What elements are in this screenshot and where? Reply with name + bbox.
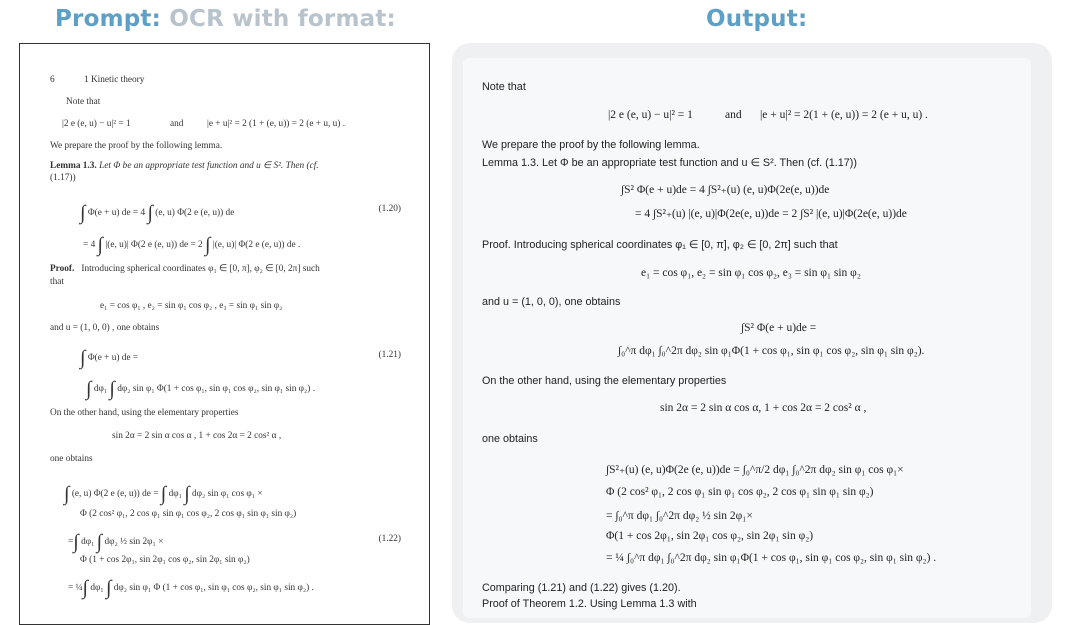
output-eq: e₁ = cos φ₁, e₂ = sin φ₁ cos φ₂, e₃ = sin φ₁ sin φ₂: [641, 267, 861, 279]
proof-text: Introducing spherical coordinates φ₁ ∈ [0, π], φ₂ ∈ [0, 2π] such: [81, 264, 320, 274]
integral-sign: ∫: [147, 202, 153, 224]
source-eq: [64, 483, 263, 505]
output-content[interactable]: [463, 58, 1031, 618]
integral-sign: ∫: [109, 378, 115, 400]
source-line: one obtains: [50, 454, 93, 464]
output-line: Proof. Introducing spherical coordinates φ₁ ∈ [0, π], φ₂ ∈ [0, 2π] such that: [482, 239, 838, 251]
output-line-cut: Proof of Theorem 1.2. Using Lemma 1.3 with: [482, 598, 697, 610]
integral-sign: ∫: [97, 234, 104, 256]
output-eq: ∫S² Φ(e + u)de = 4 ∫S²₊(u) (e, u)Φ(2e(e, u))de: [621, 184, 830, 196]
output-line: Comparing (1.21) and (1.22) gives (1.20).: [482, 582, 681, 594]
source-eq: [80, 347, 139, 369]
equation-number: (1.20): [378, 204, 401, 214]
eq-part: dφ₁: [90, 583, 104, 593]
output-eq: |2 e (e, u) − u|² = 1: [608, 109, 693, 121]
source-text: and: [170, 119, 184, 129]
integral-sign: ∫: [80, 347, 86, 369]
source-eq: = ¼∫ dφ₁ ∫ dφ₂ sin φ₁ Φ (1 + cos φ₁, sin φ₁ cos φ₂, sin φ₁ sin φ₂) .: [68, 577, 314, 599]
lemma-text-cont: (1.17)): [50, 173, 76, 183]
integral-sign: ∫: [80, 202, 86, 224]
source-line: Note that: [66, 97, 101, 107]
output-eq: = 4 ∫S²₊(u) |(e, u)|Φ(2e(e, u))de = 2 ∫S² |(e, u)|Φ(2e(e, u))de: [635, 208, 907, 220]
source-page-image: [19, 43, 430, 625]
proof-title: Proof.: [50, 264, 75, 274]
output-eq: = ∫₀^π dφ₁ ∫₀^2π dφ₂ ½ sin 2φ₁×: [606, 510, 753, 522]
integral-sign: ∫: [82, 577, 89, 599]
output-line: one obtains: [482, 433, 538, 445]
output-line: We prepare the proof by the following lemma.: [482, 139, 700, 151]
source-proof: [50, 264, 320, 276]
output-eq: ∫S²₊(u) (e, u)Φ(2e (e, u))de = ∫₀^π/2 dφ₁ ∫₀^2π dφ₂ sin φ₁ cos φ₁×: [606, 464, 904, 476]
output-eq: sin 2α = 2 sin α cos α, 1 + cos 2α = 2 cos² α ,: [660, 402, 867, 414]
running-head: 1 Kinetic theory: [84, 75, 145, 85]
output-line: Note that: [482, 81, 526, 93]
eq-part: (e, u) Φ(2 e (e, u)) de =: [71, 489, 159, 499]
integral-sign: ∫: [73, 531, 79, 553]
lemma-title: Lemma 1.3.: [50, 161, 97, 171]
source-eq: |e + u|² = 2 (1 + (e, u)) = 2 (e + u, u) .: [207, 119, 346, 129]
output-heading: Output:: [706, 6, 808, 32]
eq-part: dφ₂ ½ sin 2φ₁ ×: [104, 537, 164, 547]
eq-part: dφ₁: [93, 384, 108, 394]
eq-part: dφ₂ sin φ₁ cos φ₁ ×: [192, 489, 263, 499]
eq-part: dφ₂ sin φ₁ Φ(1 + cos φ₁, sin φ₁ cos φ₂, sin φ₁ sin φ₂) .: [117, 384, 316, 394]
output-eq: |e + u|² = 2(1 + (e, u)) = 2 (e + u, u) .: [760, 109, 928, 121]
output-eq: ∫S² Φ(e + u)de =: [741, 322, 817, 334]
eq-part: dφ₂ sin φ₁ Φ (1 + cos φ₁, sin φ₁ cos φ₂, sin φ₁ sin φ₂) .: [113, 583, 314, 593]
proof-text-cont: that: [50, 277, 64, 287]
source-eq: sin 2α = 2 sin α cos α , 1 + cos 2α = 2 cos² α ,: [112, 431, 282, 441]
source-eq: [80, 202, 235, 224]
equation-number: (1.21): [378, 350, 401, 360]
equation-number: (1.22): [378, 534, 401, 544]
eq-part: |(e, u)| Φ(2 e (e, u)) de = 2: [105, 240, 203, 250]
prompt-label: Prompt:: [55, 6, 162, 32]
integral-sign: ∫: [160, 483, 167, 505]
source-eq: e₁ = cos φ₁ , e₂ = sin φ₁ cos φ₂ , e₃ = sin φ₁ sin φ₂: [100, 301, 283, 311]
eq-part: dφ₁: [168, 489, 182, 499]
source-eq: [86, 378, 316, 400]
source-line: On the other hand, using the elementary properties: [50, 408, 239, 418]
source-line: We prepare the proof by the following lemma.: [50, 141, 223, 151]
integral-sign: ∫: [86, 378, 92, 400]
output-line: On the other hand, using the elementary properties: [482, 375, 727, 387]
integral-sign: ∫: [184, 483, 190, 505]
output-line: and u = (1, 0, 0), one obtains: [482, 296, 621, 308]
source-eq: [83, 234, 301, 256]
output-lemma: Lemma 1.3. Let Φ be an appropriate test function and u ∈ S². Then (cf. (1.17)): [482, 157, 857, 169]
source-eq: |2 e (e, u) − u|² = 1: [62, 119, 131, 129]
page-number: 6: [50, 75, 55, 85]
eq-part: (e, u) Φ(2 e (e, u)) de: [155, 208, 235, 218]
integral-sign: ∫: [105, 577, 112, 599]
output-eq: ∫₀^π dφ₁ ∫₀^2π dφ₂ sin φ₁Φ(1 + cos φ₁, sin φ₁ cos φ₂, sin φ₁ sin φ₂).: [618, 345, 925, 357]
output-eq: Φ(1 + cos 2φ₁, sin 2φ₁ cos φ₂, sin 2φ₁ sin φ₂): [606, 530, 814, 542]
integral-sign: ∫: [205, 234, 211, 256]
output-eq: = ¼ ∫₀^π dφ₁ ∫₀^2π dφ₂ sin φ₁Φ(1 + cos φ₁, sin φ₁ cos φ₂, sin φ₁ sin φ₂) .: [606, 552, 937, 564]
source-eq: Φ (2 cos² φ₁, 2 cos φ₁ sin φ₁ cos φ₂, 2 cos φ₁ sin φ₁ sin φ₂): [80, 509, 297, 519]
integral-sign: ∫: [96, 531, 103, 553]
eq-part: Φ(e + u) de = 4: [87, 208, 146, 218]
source-eq: =∫ dφ₁ ∫ dφ₂ ½ sin 2φ₁ ×: [68, 531, 164, 553]
output-text: and: [725, 109, 742, 121]
source-line: and u = (1, 0, 0) , one obtains: [50, 323, 160, 333]
prompt-text: OCR with format:: [169, 6, 396, 32]
integral-sign: ∫: [64, 483, 70, 505]
source-lemma: [50, 161, 319, 173]
eq-part: Φ(e + u) de =: [87, 353, 139, 363]
source-eq: Φ (1 + cos 2φ₁, sin 2φ₁ cos φ₂, sin 2φ₁ sin φ₂): [80, 555, 250, 565]
eq-part: dφ₁: [81, 537, 95, 547]
eq-part: |(e, u)| Φ(2 e (e, u)) de .: [212, 240, 301, 250]
lemma-text: Let Φ be an appropriate test function and u ∈ S². Then (cf.: [99, 161, 319, 171]
eq-part: = 4: [83, 240, 96, 250]
output-eq: Φ (2 cos² φ₁, 2 cos φ₁ sin φ₁ cos φ₂, 2 cos φ₁ sin φ₁ sin φ₂): [606, 486, 874, 498]
prompt-heading: [55, 6, 396, 32]
